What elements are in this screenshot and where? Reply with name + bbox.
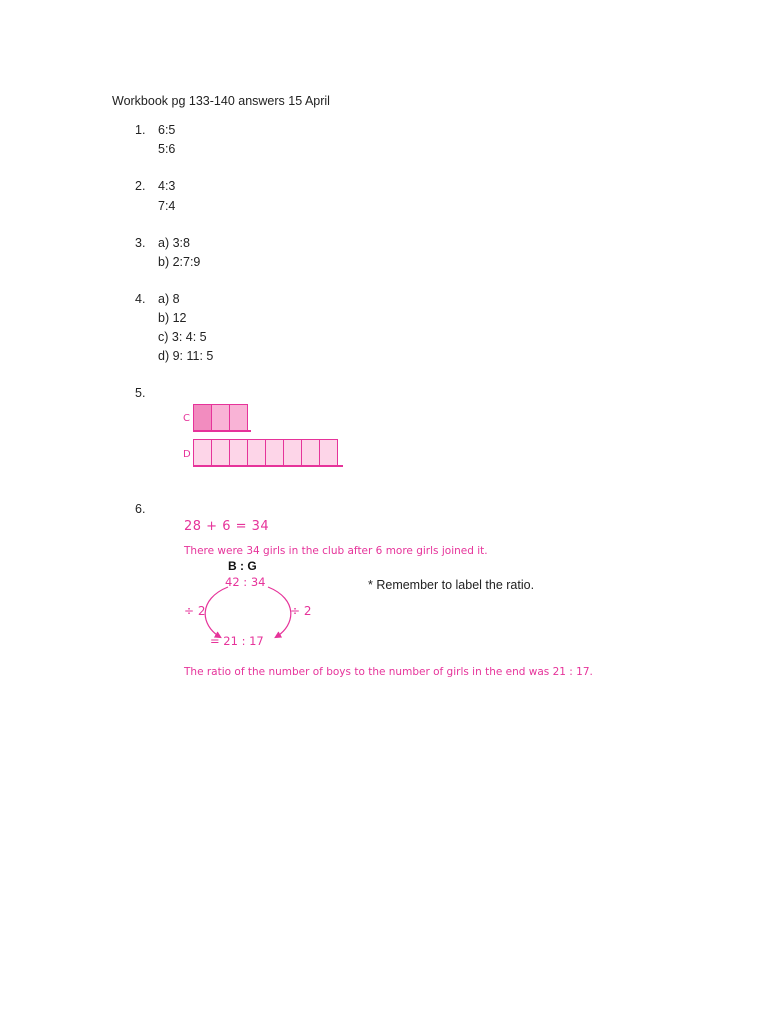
bar-d-unit — [211, 439, 229, 466]
answer-line: 6:5 — [158, 123, 176, 137]
answer-line: 7:4 — [158, 199, 176, 213]
bar-d-unit — [229, 439, 247, 466]
model-bar-d — [193, 439, 338, 466]
bar-c-unit — [211, 404, 229, 431]
divide-right: ÷ 2 — [290, 604, 312, 618]
bar-d-unit — [283, 439, 301, 466]
bar-d-unit — [193, 439, 211, 466]
ratio-end: = 21 : 17 — [210, 634, 264, 648]
bar-c-baseline — [193, 430, 251, 432]
question-number: 4. — [135, 292, 146, 306]
bar-d-unit — [265, 439, 283, 466]
ratio-start: 42 : 34 — [225, 575, 266, 589]
note-label-ratio: * Remember to label the ratio. — [368, 578, 535, 592]
bar-c-unit — [193, 404, 211, 431]
answer-line: c) 3: 4: 5 — [158, 330, 207, 344]
answer-line: a) 8 — [158, 292, 180, 306]
divide-left: ÷ 2 — [184, 604, 206, 618]
question-number: 2. — [135, 179, 146, 193]
bar-d-baseline — [193, 465, 343, 467]
answer-line: a) 3:8 — [158, 236, 190, 250]
conclusion-sentence: The ratio of the number of boys to the number of girls in the end was 21 : 17. — [184, 666, 593, 678]
question-number: 3. — [135, 236, 146, 250]
question-number: 5. — [135, 386, 146, 400]
sentence-girls: There were 34 girls in the club after 6 more girls joined it. — [184, 545, 488, 557]
ratio-header: B : G — [228, 559, 257, 573]
answer-line: 5:6 — [158, 142, 176, 156]
answer-line: 4:3 — [158, 179, 176, 193]
left-arrow — [205, 587, 228, 637]
right-arrow — [268, 587, 291, 637]
answer-line: d) 9: 11: 5 — [158, 349, 214, 363]
bar-d-unit — [247, 439, 265, 466]
document-title: Workbook pg 133-140 answers 15 April — [112, 94, 330, 108]
model-bar-c — [193, 404, 248, 431]
answer-line: b) 12 — [158, 311, 187, 325]
equation: 28 + 6 = 34 — [184, 519, 270, 534]
question-number: 6. — [135, 502, 146, 516]
bar-label-d: D — [183, 449, 191, 460]
bar-d-unit — [301, 439, 319, 466]
bar-d-unit — [319, 439, 338, 466]
question-number: 1. — [135, 123, 146, 137]
answer-line: b) 2:7:9 — [158, 255, 201, 269]
bar-label-c: C — [183, 413, 190, 424]
bar-c-unit — [229, 404, 248, 431]
